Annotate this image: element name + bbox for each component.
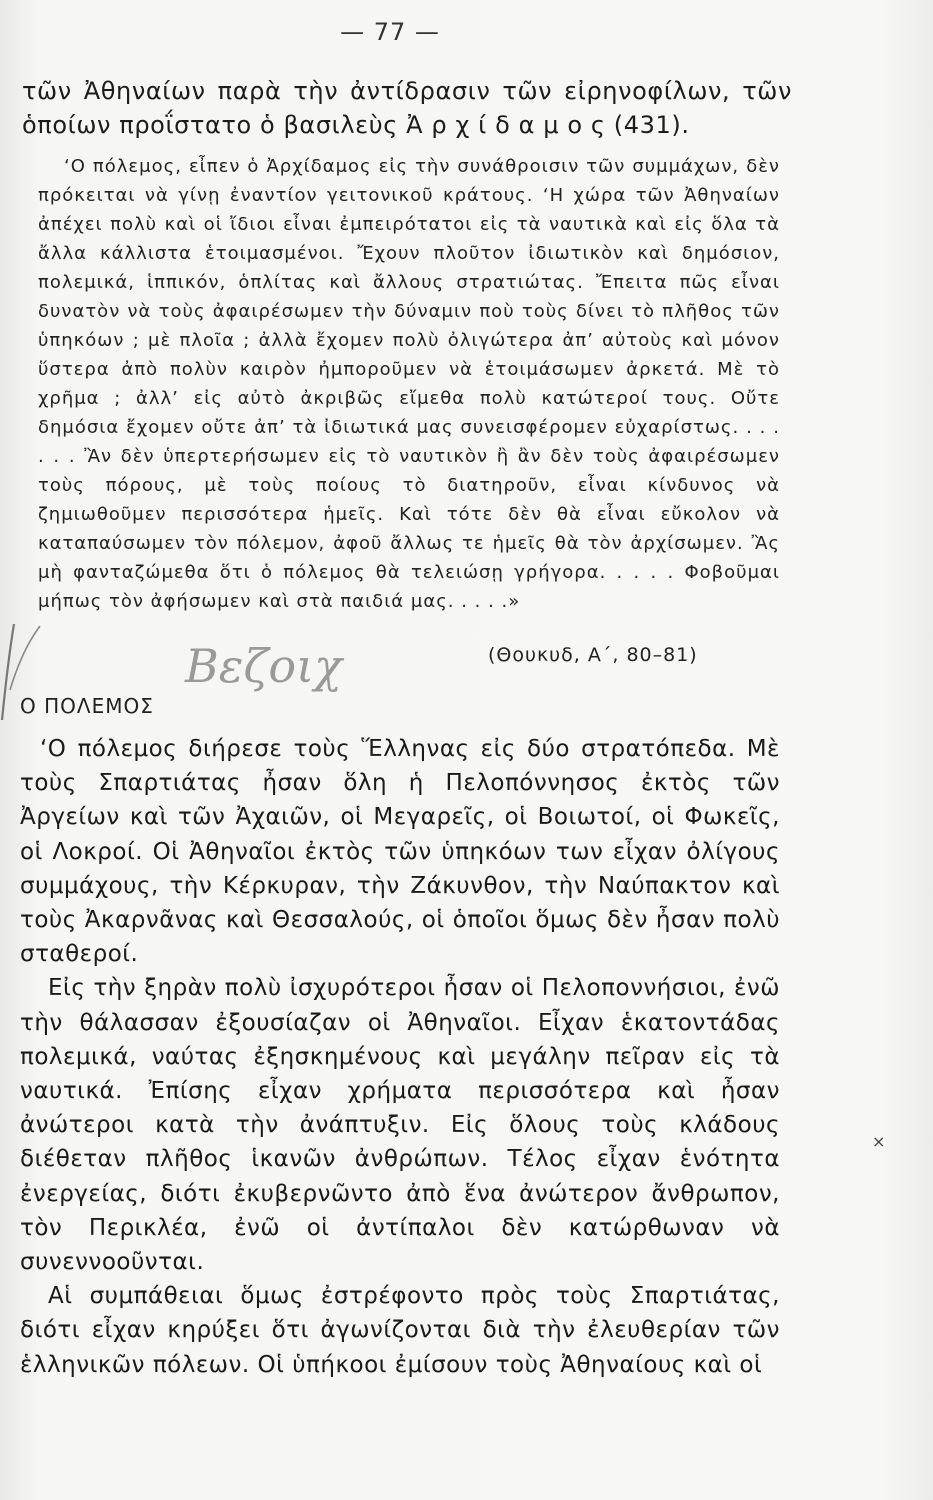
body-text [20, 732, 780, 1382]
intro-text: τῶν Ἀθηναίων παρὰ τὴν ἀντίδρασιν τῶν εἰρηνοφίλων, τῶν ὁποίων προΐστατο ὁ βασιλεὺς Ἀ ρ χ ί δ α μ ο ς (431). [22, 77, 792, 139]
quote-citation: (Θουκυδ, Α΄, 80–81) [488, 644, 698, 666]
body-paragraph: Εἰς τὴν ξηρὰν πολὺ ἰσχυρότεροι ἦσαν οἱ Πελοποννήσιοι, ἐνῶ τὴν θάλασσαν ἐξουσίαζαν οἱ Ἀθηναῖοι. Εἶχαν ἑκατοντάδας πολεμικά, ναύτας ἐξησκημένους καὶ μεγάλην πεῖραν εἰς τὰ ναυτικά. Ἐπίσης εἶχαν χρήματα περισσότερα καὶ ἦσαν ἀνώτεροι κατὰ τὴν ἀνάπτυξιν. Εἰς ὅλους τοὺς κλάδους διέθεταν πλῆθος ἱκανῶν ἀνθρώπων. Τέλος εἶχαν ἑνότητα ἐνεργείας, διότι ἐκυβερνῶντο ἀπὸ ἕνα ἀνώτερον ἄνθρωπον, τὸν Περικλέα, ἐνῶ οἱ ἀντίπαλοι δὲν κατώρθωναν νὰ συνεννοοῦνται. [20, 975, 780, 1276]
section-title: Ο ΠΟΛΕΜΟΣ [20, 694, 154, 718]
handwritten-note-text: Βεζοιχ [185, 639, 343, 693]
margin-mark: × [872, 1132, 886, 1151]
body-paragraph: Αἱ συμπάθειαι ὅμως ἐστρέφοντο πρὸς τοὺς Σπαρτιάτας, διότι εἶχαν κηρύξει ὅτι ἀγωνίζονται διὰ τὴν ἐλευθερίαν τῶν ἑλληνικῶν πόλεων. Οἱ ὑπήκοοι ἐμίσουν τοὺς Ἀθηναίους καὶ οἱ [20, 1283, 780, 1378]
body-paragraph: ‘Ο πόλεμος διήρεσε τοὺς Ἕλληνας εἰς δύο στρατόπεδα. Μὲ τοὺς Σπαρτιάτας ἦσαν ὅλη ἡ Πελοπόννησος ἐκτὸς τῶν Ἀργείων καὶ τῶν Ἀχαιῶν, οἱ Μεγαρεῖς, οἱ Βοιωτοί, οἱ Φωκεῖς, οἱ Λοκροί. Οἱ Ἀθηναῖοι ἐκτὸς τῶν ὑπηκόων των εἶχαν ὀλίγους συμμάχους, τὴν Κέρκυραν, τὴν Ζάκυνθον, τὴν Ναύπακτον καὶ τοὺς Ἀκαρνᾶνας καὶ Θεσσαλούς, οἱ ὁποῖοι ὅμως δὲν ἦσαν πολὺ σταθεροί. [20, 736, 780, 968]
page-number: — 77 — [340, 18, 440, 46]
intro-paragraph [22, 74, 792, 142]
archidamus-quote: ‘Ο πόλεμος, εἶπεν ὁ Ἀρχίδαμος εἰς τὴν συνάθροισιν τῶν συμμάχων, δὲν πρόκειται νὰ γίνῃ ἐναντίον γειτονικοῦ κράτους. ‘Η χώρα τῶν Ἀθηναίων ἀπέχει πολὺ καὶ οἱ ἴδιοι εἶναι ἐμπειρότατοι εἰς τὰ ναυτικὰ καὶ εἰς ὅλα τὰ ἄλλα κάλλιστα ἑτοιμασμένοι. Ἔχουν πλοῦτον ἰδιωτικὸν καὶ δημόσιον, πολεμικά, ἱππικόν, ὁπλίτας καὶ ἄλλους στρατιώτας. Ἔπειτα πῶς εἶναι δυνατὸν νὰ τοὺς ἀφαιρέσωμεν τὴν δύναμιν ποὺ τοὺς δίνει τὸ πλῆθος τῶν ὑπηκόων ; μὲ πλοῖα ; ἀλλὰ ἔχομεν πολὺ ὀλιγώτερα ἀπ’ αὐτοὺς καὶ μόνον ὕστερα ἀπὸ πολὺν καιρὸν ἠμποροῦμεν νὰ ἑτοιμάσωμεν ἀρκετά. Μὲ τὸ χρῆμα ; ἀλλ’ εἰς αὐτὸ ἀκριβῶς εἴμεθα πολὺ κατώτεροί τους. Οὔτε δημόσια ἔχομεν οὔτε ἀπ’ τὰ ἰδιωτικά μας συνεισφέρομεν εὐχαρίστως. . . . . . . Ἂν δὲν ὑπερτερήσωμεν εἰς τὸ ναυτικὸν ἢ ἂν δὲν τοὺς ἀφαιρέσωμεν τοὺς πόρους, μὲ τοὺς ποίους τὸ διατηροῦν, εἶναι κίνδυνος νὰ ζημιωθοῦμεν περισσότερα ἡμεῖς. Καὶ τότε δὲν θὰ εἶναι εὔκολον νὰ καταπαύσωμεν τὸν πόλεμον, ἀφοῦ ἄλλως τε ἡμεῖς θὰ τὸν ἀρχίσωμεν. Ἂς μὴ φανταζώμεθα ὅτι ὁ πόλεμος θὰ τελειώσῃ γρήγορα. . . . . Φοβοῦμαι μήπως τὸν ἀφήσωμεν καὶ στὰ παιδιά μας. . . . .» [38, 156, 780, 612]
